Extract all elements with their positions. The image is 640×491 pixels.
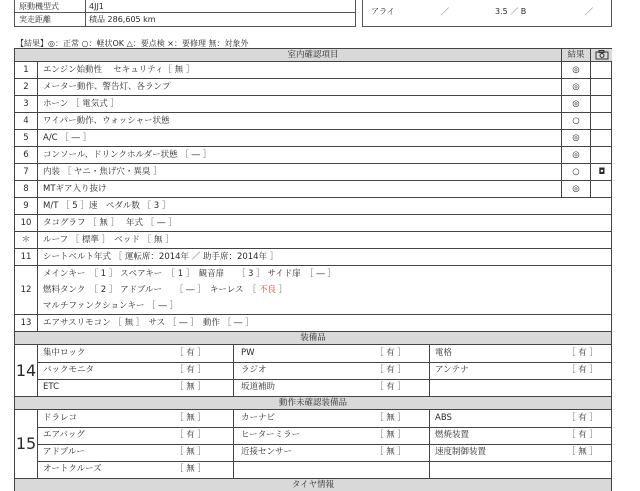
mileage-value: 積品 286,605 km <box>89 15 156 24</box>
photo-mark <box>590 96 613 112</box>
equipment-name: ETC <box>43 382 59 392</box>
keys-line-2-end: ］ <box>275 285 288 295</box>
alignment-b: 3.5 ／ B <box>495 7 527 16</box>
result-mark: ◎ <box>572 82 580 92</box>
equipment-name: カーナビ <box>241 413 276 423</box>
row-number: 5 <box>15 130 38 146</box>
engine-model-label: 原動機型式 <box>19 2 59 11</box>
equipment-status: ［ 有 ］ <box>175 348 206 358</box>
result-mark: ◎ <box>572 99 580 109</box>
check-row <box>15 180 611 197</box>
table-title: 室内確認項目 <box>287 50 339 60</box>
engine-model-value: 4JJ1 <box>89 2 104 11</box>
check-row <box>15 129 611 146</box>
equipment-status: ［ 無 ］ <box>175 447 206 457</box>
equipment-name: オートクルーズ <box>43 464 102 474</box>
row-text: ルーフ ［ 標準 ］ ベッド ［ 無 ］ <box>43 235 174 245</box>
keys-line-1: メインキー ［ 1 ］ スペアキー ［ 1 ］ 観音扉 ［ 3 ］ サイド扉 ［ ― ］ <box>43 269 336 279</box>
equipment-status: ［ 無 ］ <box>175 413 206 423</box>
tire-info-header: タイヤ情報 <box>15 478 611 491</box>
keys-line-2-text: 燃料タンク ［ 2 ］ アドブルー ［ ― ］ キーレス ［ <box>43 285 259 295</box>
row-number: 10 <box>15 215 38 231</box>
row-text: ワイパー動作、ウォッシャー状態 <box>43 116 170 126</box>
equipment-status: ［ 有 ］ <box>375 365 406 375</box>
equipment-name: 坂道補助 <box>241 382 276 392</box>
equipment-status: ［ 無 ］ <box>567 447 598 457</box>
row-12-keys <box>15 265 611 314</box>
vehicle-info-box <box>14 0 356 27</box>
unconfirmed-grid <box>15 409 611 478</box>
check-row <box>15 146 611 163</box>
equipment-status: ［ 有 ］ <box>567 413 598 423</box>
row-number: 1 <box>15 62 38 78</box>
equipment-name: ABS <box>435 413 452 423</box>
alignment-a: ／ <box>441 7 449 16</box>
row-number: 11 <box>15 249 38 265</box>
row-text: MTギア入り抜け <box>43 184 107 194</box>
equipment-name: 集中ロック <box>43 348 86 358</box>
equipment-status: ［ 有 ］ <box>175 430 206 440</box>
result-mark: ◎ <box>572 184 580 194</box>
check-row <box>15 214 611 231</box>
equipment-name: アドブルー <box>43 447 85 457</box>
result-header: 結果 <box>567 50 585 60</box>
equipment-name: 近接センサー <box>241 447 293 457</box>
result-mark: ○ <box>572 116 580 126</box>
equipment-status: ［ 無 ］ <box>375 447 406 457</box>
table-header <box>15 48 611 61</box>
row-text: A/C ［ ― ］ <box>43 133 92 143</box>
row-number: 13 <box>15 315 38 331</box>
result-legend: 【結果】◎：正常 ○：軽状OK △：要点検 ×：要修理 無：対象外 <box>16 39 249 48</box>
row-number: 2 <box>15 79 38 95</box>
equipment-status: ［ 有 ］ <box>375 348 406 358</box>
equipment-name: 電格 <box>435 348 453 358</box>
check-row <box>15 95 611 112</box>
row-number: 15 <box>15 410 38 478</box>
row-text: タコグラフ ［ 無 ］ 年式 ［ ― ］ <box>43 218 177 228</box>
result-mark: ◎ <box>572 65 580 75</box>
row-number: 3 <box>15 96 38 112</box>
result-mark: ○ <box>572 167 580 177</box>
row-text: ホーン ［ 電気式 ］ <box>43 99 119 109</box>
equipment-name: エアバッグ <box>43 430 85 440</box>
equipment-status: ［ 無 ］ <box>375 430 406 440</box>
equipment-status: ［ 有 ］ <box>567 365 598 375</box>
photo-mark <box>590 62 613 78</box>
photo-mark: ◘ <box>590 164 613 180</box>
equipment-status: ［ 有 ］ <box>567 430 598 440</box>
row-number: 6 <box>15 147 38 163</box>
row-text: エンジン始動性 セキュリティ［ 無 ］ <box>43 65 195 75</box>
equipment-status: ［ 無 ］ <box>175 382 206 392</box>
photo-mark <box>590 79 613 95</box>
equipment-name: アンテナ <box>435 365 469 375</box>
check-row <box>15 61 611 78</box>
equipment-name: 燃焼装置 <box>435 430 470 440</box>
row-number: 9 <box>15 198 38 214</box>
row-text: シートベルト年式 ［ 運転席：2014年 ／ 助手席：2014年 ］ <box>43 252 279 262</box>
row-number: 8 <box>15 181 38 197</box>
equipment-header: 装備品 <box>15 331 611 344</box>
row-number: 7 <box>15 164 38 180</box>
equipment-status: ［ 無 ］ <box>375 413 406 423</box>
equipment-name: バックモニタ <box>43 365 95 375</box>
row-number: 12 <box>15 266 38 314</box>
row-number: 4 <box>15 113 38 129</box>
check-row <box>15 231 611 248</box>
row-text: 内装 ［ ヤニ・焦げ穴・異臭 ］ <box>43 167 162 177</box>
keyless-status: 不良 <box>258 285 276 295</box>
row-13-air-suspension <box>15 314 611 331</box>
row-number: ＊ <box>15 232 38 248</box>
equipment-name: PW <box>241 348 255 358</box>
alignment-label: アライ <box>371 7 395 16</box>
photo-mark <box>590 147 613 163</box>
interior-check-table <box>14 48 612 491</box>
camera-icon <box>590 49 613 61</box>
mileage-label: 実走距離 <box>19 15 51 24</box>
equipment-name: ヒーターミラー <box>241 430 301 440</box>
alignment-box <box>362 0 612 27</box>
equipment-name: ラジオ <box>241 365 267 375</box>
photo-mark <box>590 181 613 197</box>
row-text: コンソール、ドリンクホルダー状態 ［ ― ］ <box>43 150 212 160</box>
unconfirmed-header: 動作未確認装備品 <box>15 396 611 409</box>
check-row <box>15 112 611 129</box>
keys-line-3: マルチファンクションキー ［ ― ］ <box>43 301 179 311</box>
check-row <box>15 248 611 265</box>
equipment-name: ドラレコ <box>43 413 78 423</box>
alignment-c: ／ <box>585 7 593 16</box>
row-text: エアサスリモコン ［ 無 ］ サス ［ ― ］ 動作 ［ ― ］ <box>43 318 254 328</box>
keys-line-2 <box>43 282 287 298</box>
equipment-status: ［ 有 ］ <box>567 348 598 358</box>
check-row <box>15 163 611 180</box>
row-number: 14 <box>15 345 38 396</box>
equipment-name: 速度制御装置 <box>435 447 487 457</box>
equipment-status: ［ 有 ］ <box>375 382 406 392</box>
equipment-grid <box>15 344 611 396</box>
result-mark: ◎ <box>572 133 580 143</box>
row-text: M/T ［ 5 ］速 ペダル数 ［ 3 ］ <box>43 201 171 211</box>
check-row <box>15 78 611 95</box>
check-row <box>15 197 611 214</box>
equipment-status: ［ 有 ］ <box>175 365 206 375</box>
row-text: メーター動作、警告灯、各ランプ <box>43 82 171 92</box>
photo-mark <box>590 113 613 129</box>
equipment-status: ［ 無 ］ <box>175 464 206 474</box>
result-mark: ◎ <box>572 150 580 160</box>
photo-mark <box>590 130 613 146</box>
